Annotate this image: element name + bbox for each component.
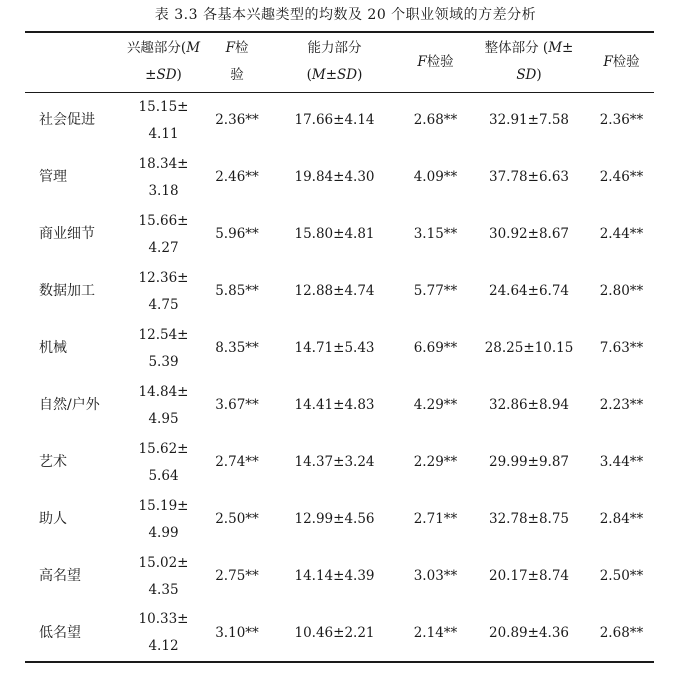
f1-cell: 8.35** <box>215 340 259 356</box>
f2-cell: 2.14** <box>413 624 458 641</box>
interest-sd: 4.99 <box>148 524 179 541</box>
f3-cell: 3.44** <box>599 454 644 470</box>
f2-cell: 3.03** <box>413 568 458 584</box>
interest-cell <box>120 263 207 320</box>
table-row <box>25 491 654 548</box>
header-interest-m: M <box>186 40 201 57</box>
interest-sd: 5.64 <box>148 467 179 484</box>
interest-cell <box>120 206 207 263</box>
header-interest-sd: SD <box>156 67 177 84</box>
ability-cell: 12.88±4.74 <box>294 283 375 299</box>
ability-cell: 14.71±5.43 <box>294 340 375 356</box>
interest-cell <box>120 491 207 548</box>
f3-cell: 2.50** <box>599 568 644 584</box>
row-name: 艺术 <box>39 454 67 470</box>
header-f3 <box>589 32 654 92</box>
interest-sd: 4.27 <box>148 239 179 256</box>
table-row <box>25 263 654 320</box>
ability-cell: 15.80±4.81 <box>294 226 375 242</box>
f3-cell: 2.36** <box>599 112 644 129</box>
table-row <box>25 605 654 662</box>
overall-cell: 20.17±8.74 <box>488 568 570 584</box>
f2-cell: 2.29** <box>413 454 458 470</box>
row-name: 助人 <box>39 511 67 527</box>
header-ability-pm: ± <box>325 67 338 84</box>
interest-sd: 3.18 <box>148 182 179 199</box>
ability-cell: 14.37±3.24 <box>294 454 375 470</box>
f3-cell: 2.80** <box>599 283 644 299</box>
f1-cell: 5.96** <box>215 226 259 242</box>
interest-mean: 15.62± <box>138 440 189 457</box>
overall-cell: 29.99±9.87 <box>488 454 570 470</box>
row-name: 管理 <box>39 169 67 185</box>
overall-cell: 32.91±7.58 <box>488 112 570 129</box>
interest-cell <box>120 149 207 206</box>
table-row <box>25 320 654 377</box>
f3-cell: 2.23** <box>599 397 644 413</box>
header-ability-line1: 能力部分 <box>307 40 362 57</box>
f3-cell: 2.68** <box>599 624 644 641</box>
f1-cell: 2.36** <box>215 112 259 129</box>
interest-sd: 4.95 <box>148 410 179 427</box>
interest-sd: 4.75 <box>148 296 179 313</box>
f1-cell: 3.67** <box>215 397 259 413</box>
header-f3-label: 检验 <box>612 53 640 70</box>
header-interest-line1: 兴趣部分( <box>126 40 187 57</box>
header-f3-f: F <box>603 53 613 70</box>
ability-cell: 14.14±4.39 <box>294 568 375 584</box>
f1-cell: 2.75** <box>215 568 259 584</box>
header-interest <box>120 32 207 92</box>
row-name: 低名望 <box>39 624 81 641</box>
f2-cell: 2.68** <box>413 112 458 129</box>
header-ability-close: ) <box>357 67 363 84</box>
table-row <box>25 548 654 605</box>
f2-cell: 3.15** <box>413 226 458 242</box>
interest-mean: 10.33± <box>138 611 189 627</box>
header-overall-line1: 整体部分 ( <box>484 40 549 57</box>
table-row <box>25 377 654 434</box>
header-f2 <box>402 32 469 92</box>
f3-cell: 2.44** <box>599 226 644 242</box>
header-f1-f: F <box>225 40 235 57</box>
overall-cell: 32.78±8.75 <box>488 511 570 527</box>
ability-cell: 12.99±4.56 <box>294 511 375 527</box>
interest-cell <box>120 548 207 605</box>
overall-cell: 24.64±6.74 <box>488 283 570 299</box>
table-row <box>25 434 654 491</box>
interest-mean: 18.34± <box>138 155 189 172</box>
header-ability-open: ( <box>306 67 312 84</box>
row-name: 商业细节 <box>39 226 95 242</box>
interest-sd: 4.11 <box>148 125 179 142</box>
f3-cell: 7.63** <box>599 340 644 356</box>
interest-cell <box>120 320 207 377</box>
header-overall-sd: SD <box>516 67 537 84</box>
interest-mean: 12.36± <box>138 269 189 286</box>
row-name: 数据加工 <box>39 283 95 299</box>
f1-cell: 5.85** <box>215 283 259 299</box>
header-f1-a: 检 <box>234 40 249 57</box>
table-row <box>25 149 654 206</box>
f1-cell: 2.74** <box>215 454 259 470</box>
interest-mean: 15.02± <box>138 554 189 571</box>
header-f2-label: 检验 <box>426 53 454 70</box>
row-name: 自然/户外 <box>39 397 100 413</box>
table-row <box>25 92 654 149</box>
ability-cell: 19.84±4.30 <box>294 169 375 185</box>
header-interest-close: ) <box>176 67 182 84</box>
f1-cell: 2.46** <box>215 169 259 185</box>
ability-cell: 10.46±2.21 <box>294 624 375 641</box>
interest-sd: 5.39 <box>148 353 179 370</box>
interest-mean: 15.15± <box>138 98 189 115</box>
f2-cell: 4.29** <box>413 397 458 413</box>
interest-mean: 15.66± <box>138 212 189 229</box>
header-ability <box>267 32 402 92</box>
anova-table <box>25 31 654 663</box>
f2-cell: 2.71** <box>413 511 458 527</box>
interest-cell <box>120 434 207 491</box>
header-row <box>25 32 654 92</box>
overall-cell: 28.25±10.15 <box>484 340 574 356</box>
interest-cell <box>120 605 207 662</box>
interest-mean: 12.54± <box>138 326 189 343</box>
ability-cell: 17.66±4.14 <box>294 112 375 129</box>
f1-cell: 3.10** <box>215 624 259 641</box>
header-blank <box>25 32 120 92</box>
interest-sd: 4.12 <box>148 638 179 654</box>
f3-cell: 2.46** <box>599 169 644 185</box>
f2-cell: 6.69** <box>413 340 458 356</box>
overall-cell: 20.89±4.36 <box>488 624 570 641</box>
f1-cell: 2.50** <box>215 511 259 527</box>
header-f2-f: F <box>417 53 427 70</box>
header-interest-pm: ± <box>145 67 157 84</box>
ability-cell: 14.41±4.83 <box>294 397 375 413</box>
header-ability-m: M <box>311 67 326 84</box>
row-name: 机械 <box>39 340 67 356</box>
header-overall-close: ) <box>536 67 542 84</box>
row-name: 社会促进 <box>39 112 95 129</box>
overall-cell: 37.78±6.63 <box>488 169 570 185</box>
header-overall-m: M <box>548 40 563 57</box>
f2-cell: 4.09** <box>413 169 458 185</box>
row-name: 高名望 <box>39 568 81 584</box>
interest-cell <box>120 377 207 434</box>
interest-mean: 15.19± <box>138 497 189 514</box>
interest-mean: 14.84± <box>138 383 189 400</box>
table-header <box>25 32 654 92</box>
header-overall <box>469 32 589 92</box>
interest-cell <box>120 92 207 149</box>
header-f1-b: 验 <box>230 67 244 84</box>
table-row <box>25 206 654 263</box>
interest-sd: 4.35 <box>148 581 179 598</box>
overall-cell: 32.86±8.94 <box>488 397 570 413</box>
f2-cell: 5.77** <box>413 283 458 299</box>
table-body <box>25 92 654 662</box>
header-ability-sd: SD <box>337 67 358 84</box>
overall-cell: 30.92±8.67 <box>488 226 570 242</box>
table-caption: 表 3.3 各基本兴趣类型的均数及 20 个职业领域的方差分析 <box>154 7 537 23</box>
header-overall-pm: ± <box>562 40 574 57</box>
f3-cell: 2.84** <box>599 511 644 527</box>
header-f1 <box>207 32 267 92</box>
